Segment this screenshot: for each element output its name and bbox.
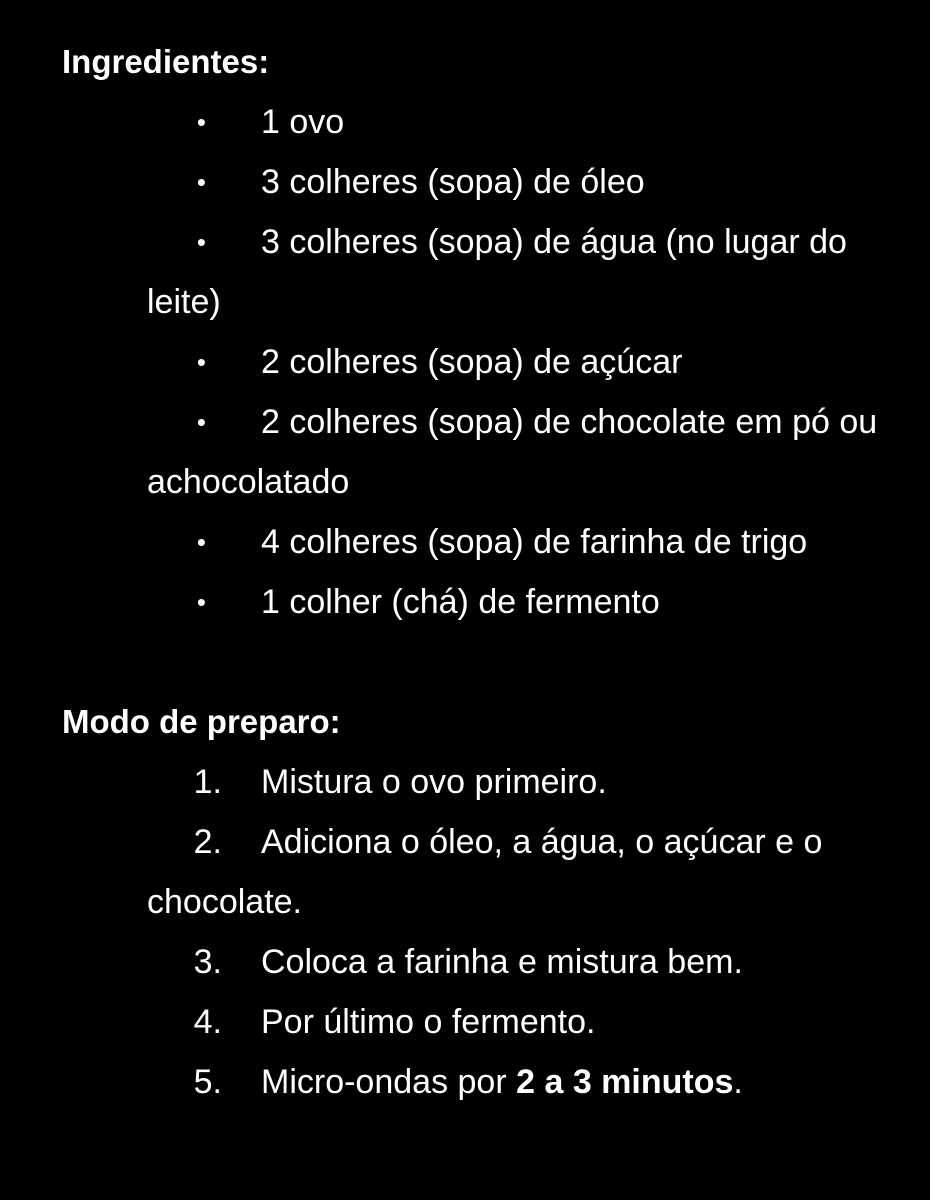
step-time-emphasis: 2 a 3 minutos <box>516 1063 734 1101</box>
step-text: Por último o fermento. <box>261 1003 596 1041</box>
step-number: 4. <box>193 1003 222 1041</box>
preparation-steps <box>0 752 930 1112</box>
bullet-marker: • <box>196 347 206 377</box>
list-item <box>0 332 930 392</box>
list-item <box>0 212 930 332</box>
list-item <box>0 1052 930 1112</box>
bullet-marker: • <box>196 167 206 197</box>
bullet-marker: • <box>196 107 206 137</box>
ingredient-text: 4 colheres (sopa) de farinha de trigo <box>261 523 808 561</box>
bullet-marker: • <box>196 227 206 257</box>
step-number: 2. <box>193 823 222 861</box>
ingredient-text: 2 colheres (sopa) de açúcar <box>261 343 683 381</box>
step-text: Coloca a farinha e mistura bem. <box>261 943 743 981</box>
bullet-marker: • <box>196 527 206 557</box>
ingredient-text: 3 colheres (sopa) de água (no lugar do leite) <box>147 223 847 321</box>
step-number: 3. <box>193 943 222 981</box>
list-item <box>0 932 930 992</box>
step-text-before: Micro-ondas por <box>261 1063 517 1101</box>
list-item <box>0 992 930 1052</box>
list-item <box>0 752 930 812</box>
ingredient-text: 2 colheres (sopa) de chocolate em pó ou achocolatado <box>147 403 878 501</box>
step-number: 5. <box>193 1063 222 1101</box>
ingredient-text: 1 ovo <box>261 103 345 141</box>
step-text-after: . <box>733 1063 743 1101</box>
list-item <box>0 812 930 932</box>
section-spacer <box>0 632 930 692</box>
step-text: Mistura o ovo primeiro. <box>261 763 607 801</box>
ingredient-text: 3 colheres (sopa) de óleo <box>261 163 645 201</box>
bullet-marker: • <box>196 407 206 437</box>
step-number: 1. <box>193 763 222 801</box>
bullet-marker: • <box>196 587 206 617</box>
step-text: Adiciona o óleo, a água, o açúcar e o chocolate. <box>147 823 823 921</box>
list-item <box>0 92 930 152</box>
ingredients-heading: Ingredientes: <box>62 43 270 80</box>
list-item <box>0 152 930 212</box>
list-item <box>0 512 930 572</box>
preparation-heading: Modo de preparo: <box>62 703 341 740</box>
list-item <box>0 392 930 512</box>
ingredient-text: 1 colher (chá) de fermento <box>261 583 660 621</box>
ingredients-list <box>0 92 930 632</box>
list-item <box>0 572 930 632</box>
